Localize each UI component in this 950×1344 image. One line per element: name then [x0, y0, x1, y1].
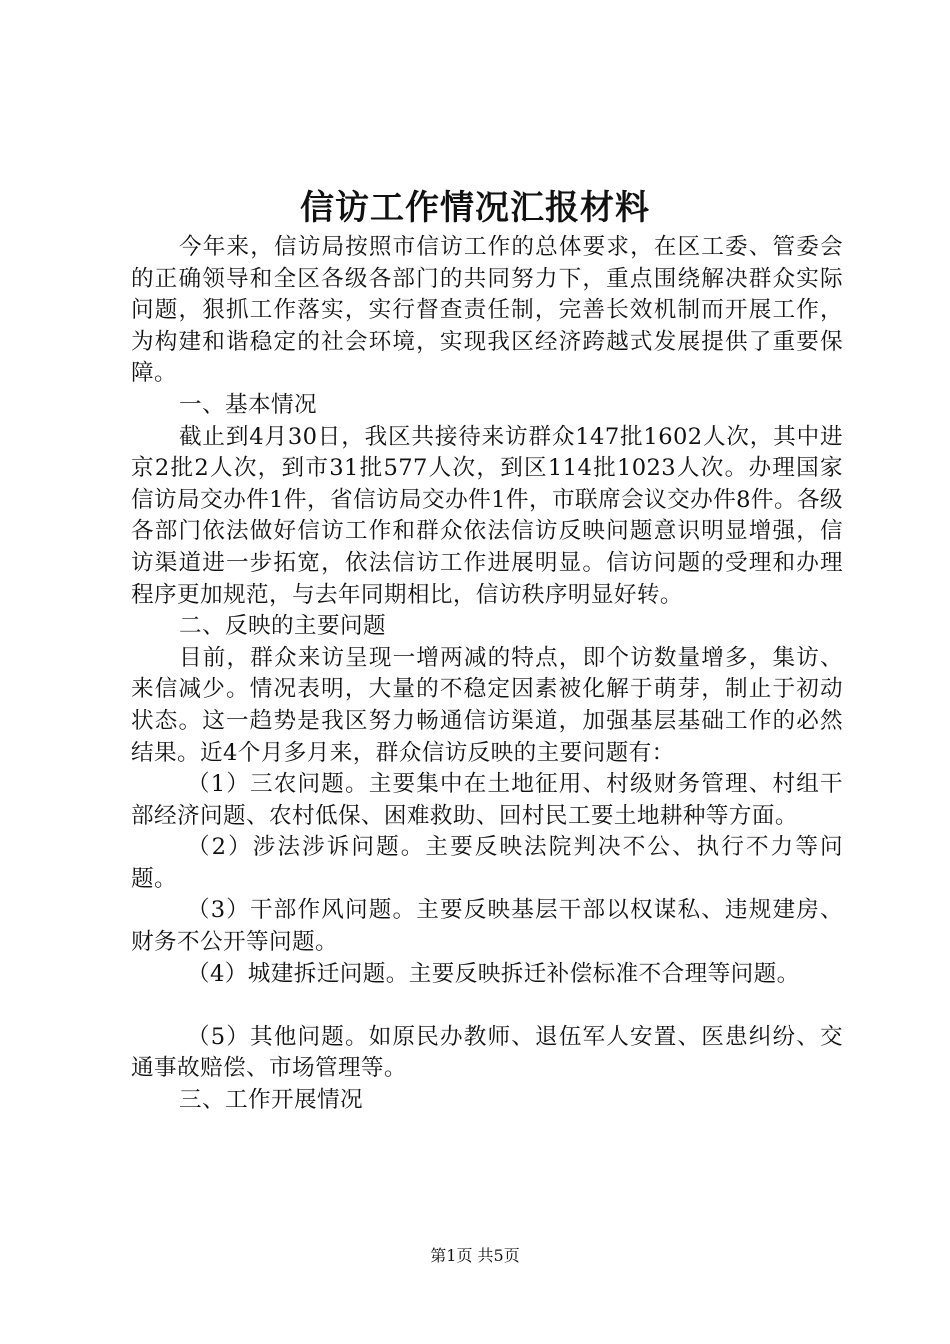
page-footer: 第1页 共5页	[430, 1246, 520, 1265]
intro-paragraph: 今年来，信访局按照市信访工作的总体要求，在区工委、管委会的正确领导和全区各级各部门的共同努力下，重点围绕解决群众实际问题，狠抓工作落实，实行督查责任制，完善长效机制而开展工作，为构建和谐稳定的社会环境，实现我区经济跨越式发展提供了重要保障。	[131, 234, 843, 387]
problem-item: （4）城建拆迁问题。主要反映拆迁补偿标准不合理等问题。	[187, 960, 800, 987]
basic-situation-paragraph: 截止到4月30日，我区共接待来访群众147批1602人次，其中进京2批2人次，到市31批577人次，到区114批1023人次。办理国家信访局交办件1件，省信访局交办件1件，市联席会议交办件8件。各级各部门依法做好信访工作和群众依法信访反映问题意识明显增强，信访渠道进一步拓宽，依法信访工作进展明显。信访问题的受理和办理程序更加规范，与去年同期相比，信访秩序明显好转。	[131, 423, 843, 608]
blank-line	[131, 990, 843, 1022]
document-title: 信访工作情况汇报材料	[300, 188, 650, 228]
document-body	[131, 232, 843, 1117]
section-heading-problems: 二、反映的主要问题	[179, 613, 386, 640]
problem-item: （5）其他问题。如原民办教师、退伍军人安置、医患纠纷、交通事故赔偿、市场管理等。	[131, 1023, 843, 1082]
problem-item: （1）三农问题。主要集中在土地征用、村级财务管理、村组干部经济问题、农村低保、困难救助、回村民工要土地耕种等方面。	[131, 771, 843, 829]
section-heading-work: 三、工作开展情况	[179, 1087, 363, 1114]
problems-paragraph: 目前，群众来访呈现一增两减的特点，即个访数量增多，集访、来信减少。情况表明，大量的不稳定因素被化解于萌芽，制止于初动状态。这一趋势是我区努力畅通信访渠道，加强基层基础工作的必然结果。近4个月多月来，群众信访反映的主要问题有：	[131, 644, 843, 766]
section-heading-basic: 一、基本情况	[179, 391, 317, 418]
problem-item: （2）涉法涉诉问题。主要反映法院判决不公、执行不力等问题。	[131, 834, 843, 892]
problem-item: （3）干部作风问题。主要反映基层干部以权谋私、违规建房、财务不公开等问题。	[131, 897, 843, 956]
